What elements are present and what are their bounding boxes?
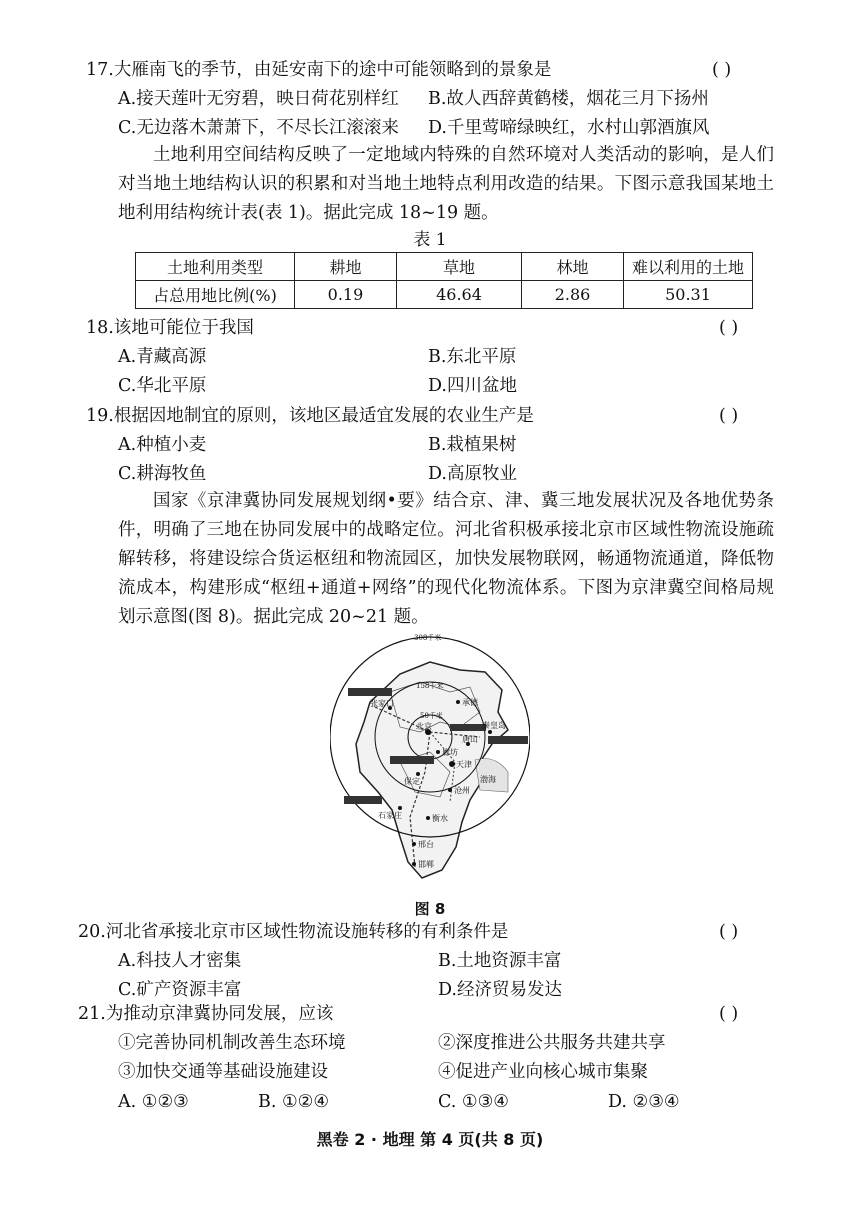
q21-option-c[interactable]: C. ①③④ — [438, 1092, 509, 1112]
q17-stem: 17.大雁南飞的季节，由延安南下的途中可能领略到的景象是 — [86, 60, 552, 80]
table-header-cell: 土地利用类型 — [136, 253, 295, 281]
table1-caption: 表 1 — [413, 230, 447, 250]
q19-option-b[interactable]: B.栽植果树 — [428, 435, 517, 455]
q18-option-c[interactable]: C.华北平原 — [118, 376, 207, 396]
city-beijing: 北京 — [416, 722, 432, 731]
q17-option-c[interactable]: C.无边落木萧萧下，不尽长江滚滚来 — [118, 118, 399, 138]
passage-land-use: 土地利用空间结构反映了一定地域内特殊的自然环境对人类活动的影响，是人们对当地土地结构认识的积累和对当地土地特点利用改造的结果。下图示意我国某地土地利用结构统计表(表 1)。据此完成 18~19 题。 — [118, 145, 774, 223]
q20-answer-bracket[interactable]: ( ) — [719, 922, 739, 942]
q21-option-b[interactable]: B. ①②④ — [258, 1092, 330, 1112]
table-header-cell: 草地 — [396, 253, 521, 281]
table-cell: 0.19 — [295, 281, 397, 309]
q18-option-b[interactable]: B.东北平原 — [428, 347, 517, 367]
city-hengshui: 衡水 — [432, 814, 448, 823]
q19-option-d[interactable]: D.高原牧业 — [428, 464, 517, 484]
q20-option-d[interactable]: D.经济贸易发达 — [438, 980, 562, 1000]
ring-label-158: 158千米 — [416, 682, 444, 690]
q17-answer-bracket[interactable]: ( ) — [712, 60, 732, 80]
jingjinji-map — [330, 632, 530, 892]
q21-stem: 21.为推动京津冀协同发展，应该 — [78, 1004, 334, 1024]
table-cell: 2.86 — [522, 281, 624, 309]
city-baoding: 保定 — [404, 777, 420, 786]
city-langfang: 廊坊 — [442, 748, 458, 757]
q18-option-a[interactable]: A.青藏高源 — [118, 347, 207, 367]
table-header-cell: 难以利用的土地 — [624, 253, 753, 281]
table-header-cell: 耕地 — [295, 253, 397, 281]
city-cangzhou: 沧州 — [454, 786, 470, 795]
city-tangshan: 唐山 — [462, 735, 478, 744]
q21-statement-3: ③加快交通等基础设施建设 — [118, 1062, 328, 1082]
page-footer: 黑卷 2 · 地理 第 4 页(共 8 页) — [316, 1130, 544, 1149]
q21-option-a[interactable]: A. ①②③ — [118, 1092, 189, 1112]
q17-option-d[interactable]: D.千里莺啼绿映红，水村山郭酒旗风 — [428, 118, 710, 138]
table-header-row — [136, 253, 753, 281]
table-cell: 占总用地比例(%) — [136, 281, 295, 309]
table-cell: 46.64 — [396, 281, 521, 309]
city-chengde: 承德 — [462, 698, 478, 707]
city-shijiazhuang: 石家庄 — [378, 811, 402, 820]
table-header-cell: 林地 — [522, 253, 624, 281]
q17-option-b[interactable]: B.故人西辞黄鹤楼，烟花三月下扬州 — [428, 89, 709, 109]
q17-option-a[interactable]: A.接天莲叶无穷碧，映日荷花别样红 — [118, 89, 399, 109]
q21-statement-1: ①完善协同机制改善生态环境 — [118, 1033, 346, 1053]
ring-label-308: 308千米 — [414, 634, 442, 642]
q19-answer-bracket[interactable]: ( ) — [719, 406, 739, 426]
q21-option-d[interactable]: D. ②③④ — [608, 1092, 680, 1112]
city-xingtai: 邢台 — [418, 840, 434, 849]
city-tianjin: 天津 — [456, 760, 472, 769]
city-zhangjiakou: 张家口 — [370, 699, 394, 708]
city-qinhuangdao: 秦皇岛 — [482, 721, 506, 730]
q20-stem: 20.河北省承接北京市区域性物流设施转移的有利条件是 — [78, 922, 509, 942]
sea-bohai: 渤海 — [480, 775, 496, 784]
q18-stem: 18.该地可能位于我国 — [86, 318, 254, 338]
passage-jingjinji: 国家《京津冀协同发展规划纲•要》结合京、津、冀三地发展状况及各地优势条件，明确了三地在协同发展中的战略定位。河北省积极承接北京市区域性物流设施疏解转移，将建设综合货运枢纽和物流园区，加快发展物联网，畅通物流通道，降低物流成本，构建形成“枢纽+通道+网络”的现代化物流体系。下图为京津冀空间格局规划示意图(图 8)。据此完成 20~21 题。 — [118, 491, 774, 627]
q21-statement-2: ②深度推进公共服务共建共享 — [438, 1033, 666, 1053]
ring-label-50: 50千米 — [420, 712, 443, 720]
q18-option-d[interactable]: D.四川盆地 — [428, 376, 517, 396]
q18-answer-bracket[interactable]: ( ) — [719, 318, 739, 338]
q19-option-c[interactable]: C.耕海牧鱼 — [118, 464, 207, 484]
table-row — [136, 281, 753, 309]
city-handan: 邯郸 — [418, 860, 434, 869]
q21-statement-4: ④促进产业向核心城市集聚 — [438, 1062, 648, 1082]
table-cell: 50.31 — [624, 281, 753, 309]
q19-option-a[interactable]: A.种植小麦 — [118, 435, 207, 455]
q21-answer-bracket[interactable]: ( ) — [719, 1004, 739, 1024]
q20-option-c[interactable]: C.矿产资源丰富 — [118, 980, 242, 1000]
q20-option-b[interactable]: B.土地资源丰富 — [438, 951, 562, 971]
q19-stem: 19.根据因地制宜的原则，该地区最适宜发展的农业生产是 — [86, 406, 534, 426]
q20-option-a[interactable]: A.科技人才密集 — [118, 951, 242, 971]
figure-8-label: 图 8 — [414, 900, 446, 918]
land-use-table — [135, 252, 753, 309]
